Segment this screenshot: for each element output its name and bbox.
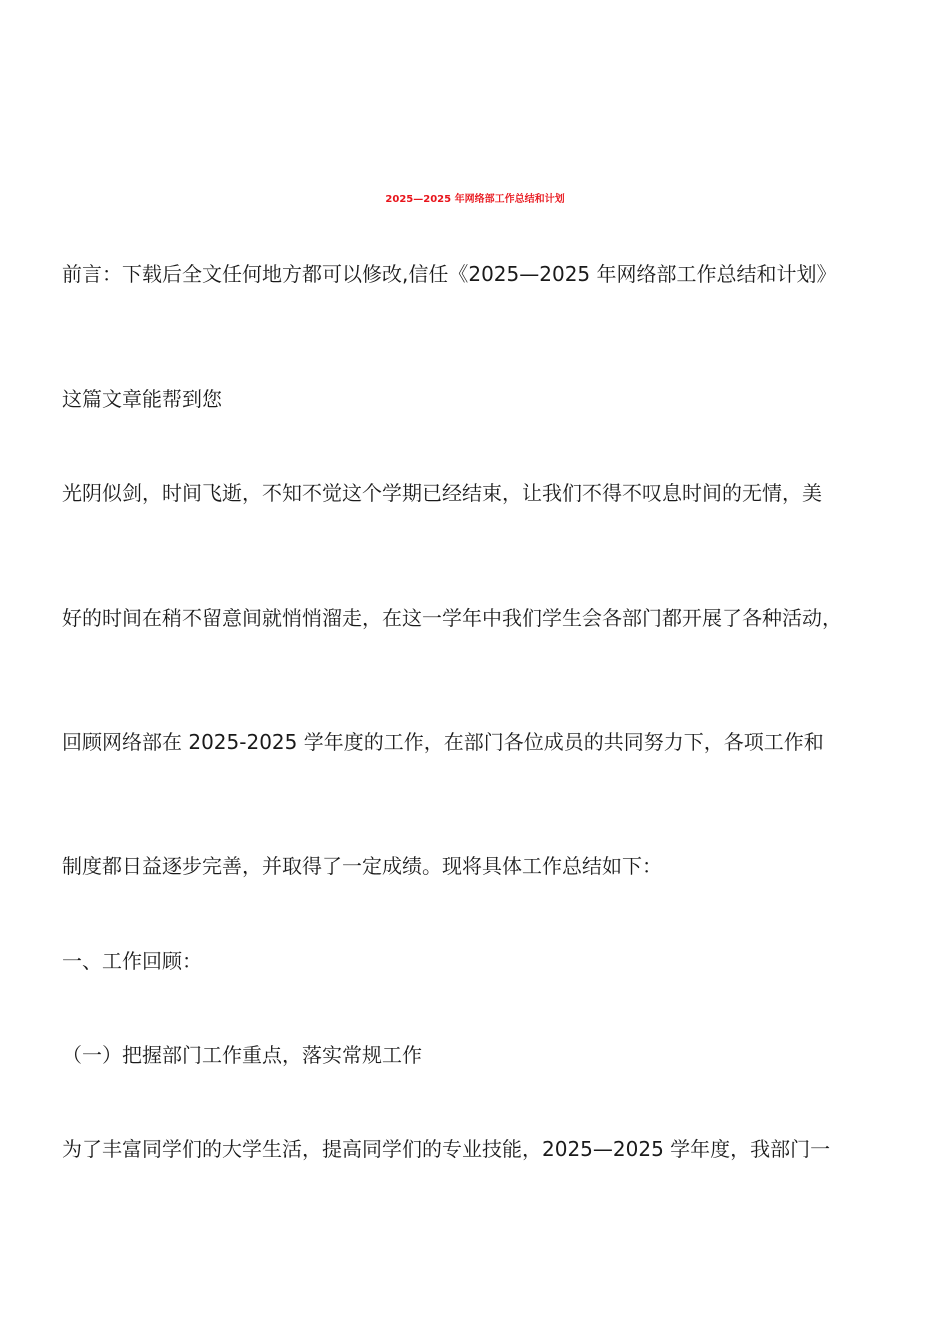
preface-line: 前言：下载后全文任何地方都可以修改,信任《2025—2025 年网络部工作总结和计划》 [62, 262, 837, 286]
subsection-heading: （一）把握部门工作重点，落实常规工作 [62, 1043, 422, 1067]
paragraph-line: 制度都日益逐步完善，并取得了一定成绩。现将具体工作总结如下： [62, 854, 662, 878]
paragraph-line: 好的时间在稍不留意间就悄悄溜走，在这一学年中我们学生会各部门都开展了各种活动， [62, 606, 842, 630]
paragraph-line: 为了丰富同学们的大学生活，提高同学们的专业技能，2025—2025 学年度，我部门一 [62, 1137, 831, 1161]
paragraph-line: 光阴似剑，时间飞逝，不知不觉这个学期已经结束，让我们不得不叹息时间的无情，美 [62, 481, 822, 505]
section-heading: 一、工作回顾： [62, 949, 202, 973]
paragraph-line: 回顾网络部在 2025-2025 学年度的工作，在部门各位成员的共同努力下，各项工作和 [62, 730, 824, 754]
document-title: 2025—2025 年网络部工作总结和计划 [385, 194, 565, 205]
preface-continuation: 这篇文章能帮到您 [62, 387, 222, 411]
